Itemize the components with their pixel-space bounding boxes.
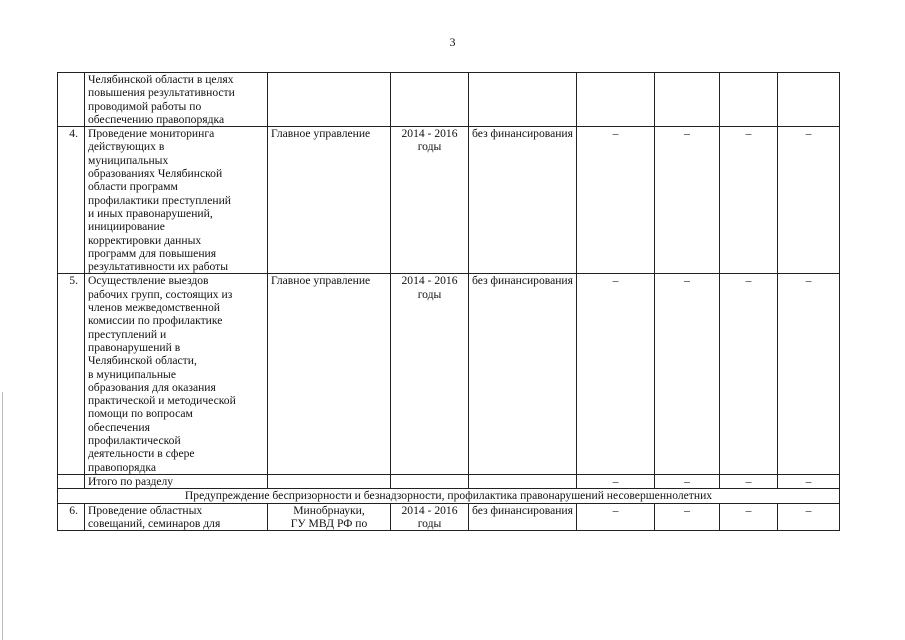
amount-cell <box>778 73 840 127</box>
executor-cell: Главное управление <box>268 274 391 474</box>
activity-name-line: совещаний, семинаров для <box>88 516 221 530</box>
activity-name-line: проводимой работы по <box>88 99 202 113</box>
activity-name-line: результативности их работы <box>88 260 228 274</box>
activity-name-line: Челябинской области в целях <box>88 73 234 86</box>
row-number: 4. <box>58 127 85 274</box>
executor-cell <box>268 474 391 488</box>
activity-name-line: повышения результативности <box>88 86 235 100</box>
row-number: 6. <box>58 503 85 531</box>
activity-name-line: обеспечению правопорядка <box>88 112 225 126</box>
activity-name-line: рабочих групп, состоящих из <box>88 287 233 301</box>
activity-name-line: практической и методической <box>88 394 236 408</box>
table-row <box>58 127 840 274</box>
financing-cell: без финансирования <box>469 127 577 274</box>
table-row <box>58 73 840 127</box>
financing-cell: без финансирования <box>469 503 577 531</box>
period-cell: 2014 - 2016 годы <box>391 274 469 474</box>
amount-cell: – <box>778 503 840 531</box>
total-row <box>58 474 840 488</box>
period-cell <box>391 474 469 488</box>
activity-name-line: комиссии по профилактике <box>88 314 223 328</box>
activity-name-line: деятельности в сфере <box>88 447 195 461</box>
amount-cell: – <box>720 503 778 531</box>
activity-name-line: правонарушений в <box>88 340 181 354</box>
amount-cell: – <box>577 474 655 488</box>
financing-cell: без финансирования <box>469 274 577 474</box>
activity-name <box>85 73 268 127</box>
total-label: Итого по разделу <box>85 474 268 488</box>
activity-name-line: профилактики преступлений <box>88 193 231 207</box>
row-number <box>58 474 85 488</box>
activity-name <box>85 127 268 274</box>
activity-name-line: преступлений и <box>88 327 167 341</box>
scan-edge-line <box>2 392 3 640</box>
executor-cell <box>268 503 391 531</box>
activity-name <box>85 274 268 474</box>
activity-name-line: Проведение областных <box>88 503 203 517</box>
financing-cell <box>469 73 577 127</box>
executor-line: ГУ МВД РФ по <box>290 516 368 530</box>
activity-name-line: обеспечения <box>88 420 150 434</box>
activity-name-line: Челябинской области, <box>88 354 197 368</box>
amount-cell: – <box>577 274 655 474</box>
row-number: 5. <box>58 274 85 474</box>
section-row <box>58 489 840 503</box>
amount-cell: – <box>778 274 840 474</box>
amount-cell: – <box>720 127 778 274</box>
activity-name-line: корректировки данных <box>88 233 202 247</box>
table-row <box>58 503 840 531</box>
activity-name-line: муниципальных <box>88 153 169 167</box>
financing-cell <box>469 474 577 488</box>
activity-name-line: членов межведомственной <box>88 301 221 315</box>
activity-name-line: профилактической <box>88 434 181 448</box>
activity-name-line: и иных правонарушений, <box>88 206 213 220</box>
amount-cell <box>577 73 655 127</box>
period-cell: 2014 - 2016 годы <box>391 503 469 531</box>
amount-cell: – <box>778 474 840 488</box>
amount-cell: – <box>655 127 720 274</box>
activity-name-line: образования для оказания <box>88 380 216 394</box>
executor-line: Минобрнауки, <box>293 503 365 517</box>
amount-cell: – <box>577 503 655 531</box>
activity-name-line: помощи по вопросам <box>88 407 193 421</box>
section-title: Предупреждение беспризорности и безнадзорности, профилактика правонарушений несовершеннолетних <box>58 489 840 503</box>
amount-cell: – <box>655 274 720 474</box>
table-row <box>58 274 840 474</box>
activity-name-line: образованиях Челябинской <box>88 167 223 181</box>
row-number <box>58 73 85 127</box>
activity-name-line: области программ <box>88 180 178 194</box>
activity-name-line: действующих в <box>88 140 165 154</box>
amount-cell: – <box>720 474 778 488</box>
period-cell <box>391 73 469 127</box>
amount-cell: – <box>577 127 655 274</box>
amount-cell <box>655 73 720 127</box>
amount-cell: – <box>778 127 840 274</box>
activity-name-line: в муниципальные <box>88 367 176 381</box>
activity-name-line: Осуществление выездов <box>88 274 209 288</box>
activity-name-line: программ для повышения <box>88 246 217 260</box>
activity-name-line: инициирование <box>88 220 165 234</box>
activity-name <box>85 503 268 531</box>
activity-name-line: правопорядка <box>88 460 156 474</box>
page-number: 3 <box>449 35 456 49</box>
executor-cell: Главное управление <box>268 127 391 274</box>
executor-cell <box>268 73 391 127</box>
amount-cell <box>720 73 778 127</box>
amount-cell: – <box>655 503 720 531</box>
amount-cell: – <box>720 274 778 474</box>
activity-name-line: Проведение мониторинга <box>88 127 215 141</box>
period-cell: 2014 - 2016 годы <box>391 127 469 274</box>
program-table <box>57 72 840 531</box>
amount-cell: – <box>655 474 720 488</box>
